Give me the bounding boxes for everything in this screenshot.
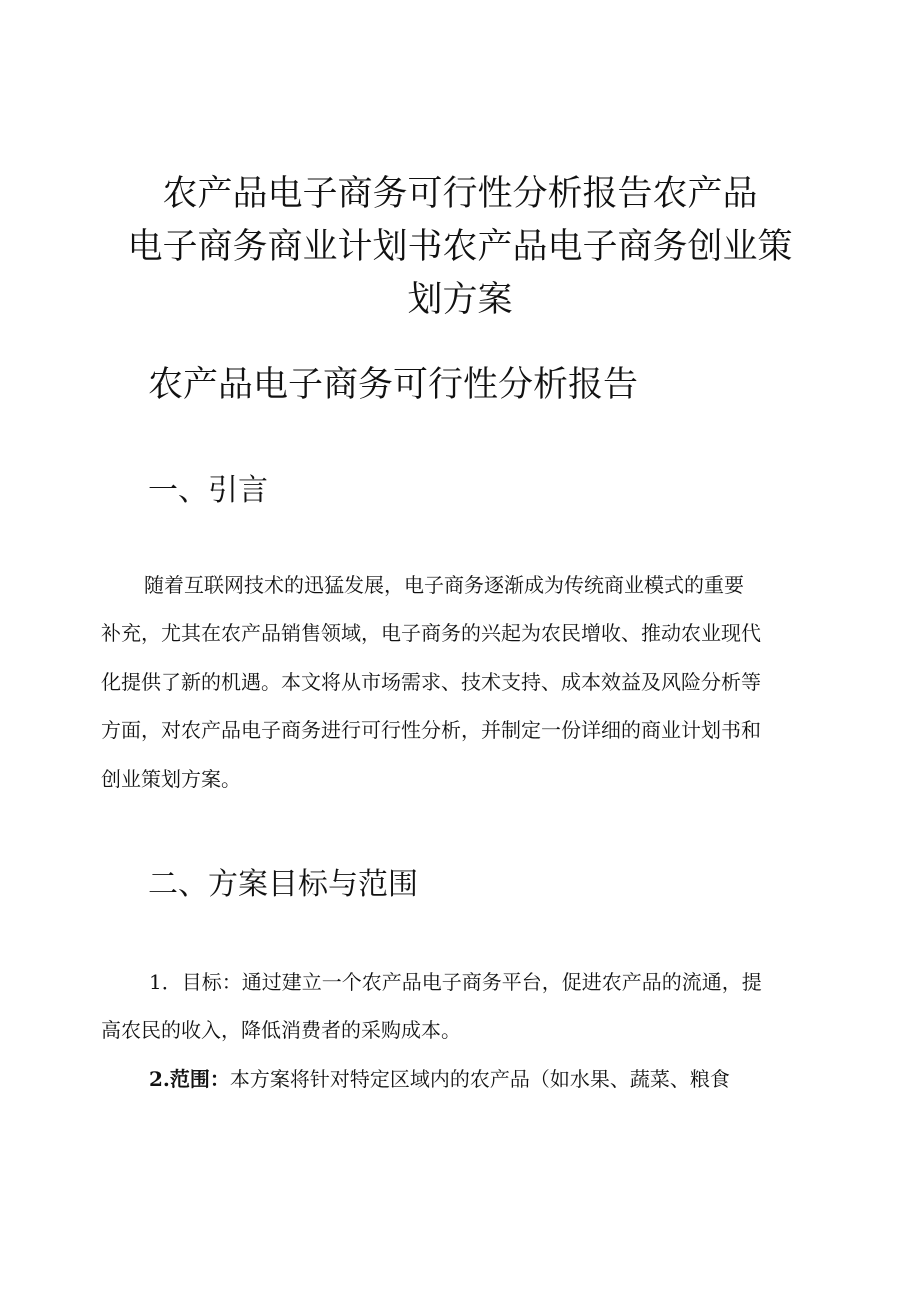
intro-line-1: 随着互联网技术的迅猛发展，电子商务逐渐成为传统商业模式的重要 — [144, 573, 744, 597]
scope-paragraph — [101, 1055, 821, 1103]
intro-line-2: 补充，尤其在农产品销售领域，电子商务的兴起为农民增收、推动农业现代 — [101, 621, 761, 646]
goal-line-2: 高农民的收入，降低消费者的采购成本。 — [101, 1018, 461, 1043]
intro-line-4: 方面，对农产品电子商务进行可行性分析，并制定一份详细的商业计划书和 — [101, 718, 761, 743]
title-line-1: 农产品电子商务可行性分析报告农产品 — [162, 174, 758, 214]
document-title — [100, 168, 820, 327]
report-subtitle: 农产品电子商务可行性分析报告 — [148, 365, 639, 405]
section-heading-introduction: 一、引言 — [148, 473, 268, 508]
intro-line-5: 创业策划方案。 — [101, 766, 241, 791]
section-heading-goals-scope: 二、方案目标与范围 — [148, 867, 418, 902]
scope-line-1: 本方案将针对特定区域内的农产品（如水果、蔬菜、粮食 — [229, 1067, 730, 1091]
goal-paragraph — [101, 958, 821, 1055]
scope-label: 2.范围： — [149, 1067, 230, 1091]
goal-label: 1．目标： — [149, 970, 242, 994]
goal-line-1: 通过建立一个农产品电子商务平台，促进农产品的流通，提 — [241, 970, 762, 994]
introduction-paragraph — [101, 561, 821, 803]
title-line-2: 电子商务商业计划书农产品电子商务创业策 — [127, 227, 793, 267]
intro-line-3: 化提供了新的机遇。本文将从市场需求、技术支持、成本效益及风险分析等 — [101, 669, 761, 694]
title-line-3: 划方案 — [407, 280, 513, 320]
